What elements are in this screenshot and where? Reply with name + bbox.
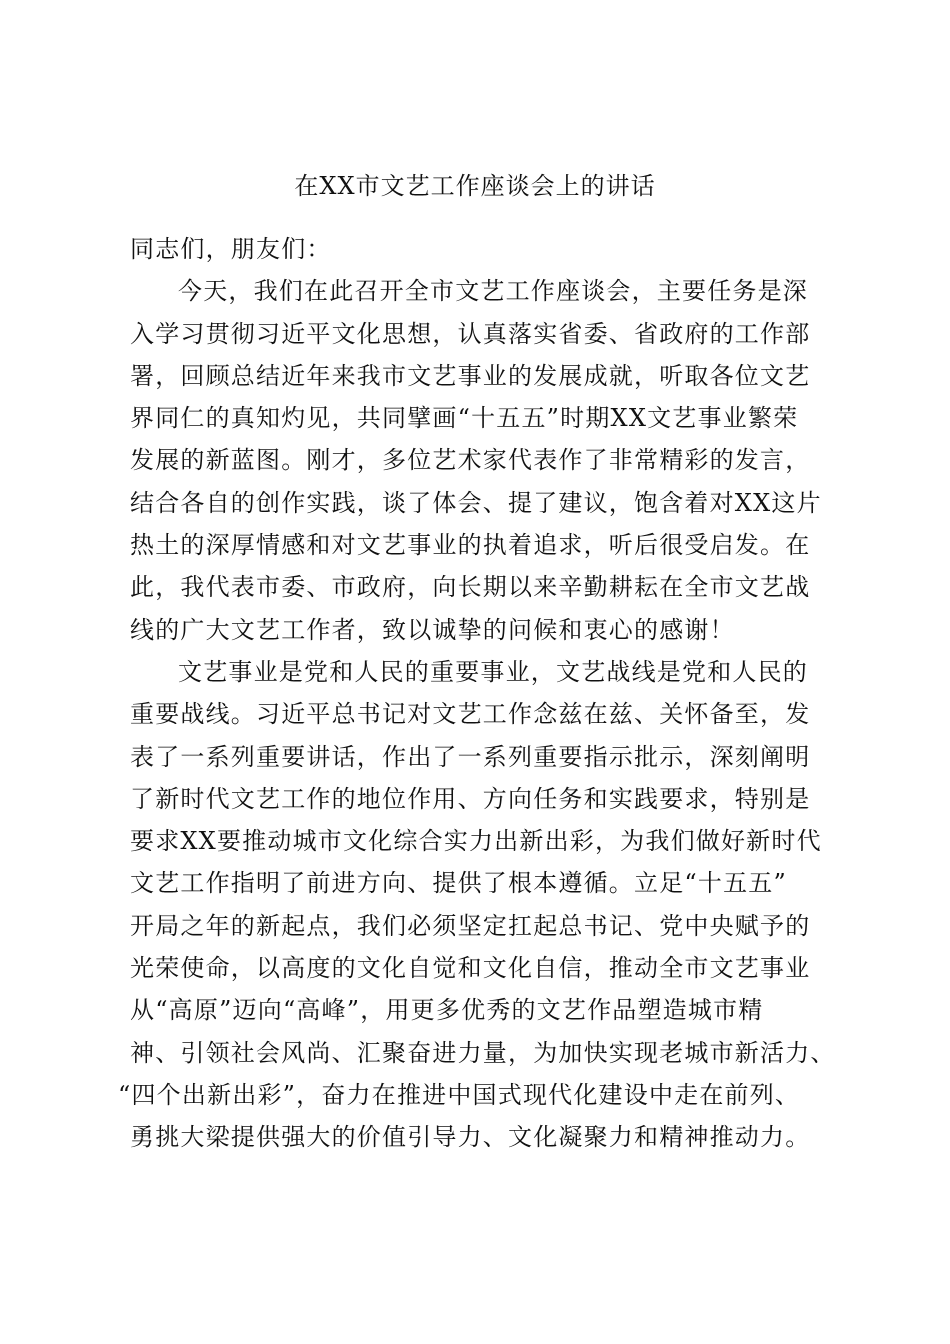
- paragraph-line: 结合各自的创作实践，谈了体会、提了建议，饱含着对XX这片: [130, 488, 822, 517]
- paragraph-line: 表了一系列重要讲话，作出了一系列重要指示批示，深刻阐明: [130, 742, 811, 771]
- paragraph-line: 署，回顾总结近年来我市文艺事业的发展成就，听取各位文艺: [130, 361, 811, 390]
- document-title: 在XX市文艺工作座谈会上的讲话: [294, 172, 656, 200]
- paragraph-line: 线的广大文艺工作者，致以诚挚的问候和衷心的感谢！: [130, 615, 735, 644]
- paragraph-1: [130, 270, 860, 651]
- paragraph-line: 光荣使命，以高度的文化自觉和文化自信，推动全市文艺事业: [130, 954, 811, 983]
- paragraph-line: 热土的深厚情感和对文艺事业的执着追求，听后很受启发。在: [130, 531, 811, 560]
- paragraph-line: 神、引领社会风尚、汇聚奋进力量，为加快实现老城市新活力、: [130, 1038, 836, 1067]
- paragraph-line: 入学习贯彻习近平文化思想，认真落实省委、省政府的工作部: [130, 319, 811, 348]
- salutation: 同志们，朋友们：: [130, 235, 332, 263]
- paragraph-2: [118, 651, 860, 1159]
- paragraph-line: “四个出新出彩”，奋力在推进中国式现代化建设中走在前列、: [118, 1080, 801, 1109]
- paragraph-line: 要求XX要推动城市文化综合实力出新出彩，为我们做好新时代: [130, 827, 822, 856]
- paragraph-line: 重要战线。习近平总书记对文艺工作念兹在兹、关怀备至，发: [130, 700, 811, 729]
- paragraph-line: 从“高原”迈向“高峰”，用更多优秀的文艺作品塑造城市精: [130, 996, 764, 1025]
- paragraph-line: 了新时代文艺工作的地位作用、方向任务和实践要求，特别是: [130, 784, 811, 813]
- paragraph-line: 文艺事业是党和人民的重要事业，文艺战线是党和人民的: [178, 657, 808, 686]
- paragraph-line: 发展的新蓝图。刚才，多位艺术家代表作了非常精彩的发言，: [130, 446, 811, 475]
- paragraph-line: 界同仁的真知灼见，共同擘画“十五五”时期XX文艺事业繁荣: [130, 404, 799, 433]
- document-body: [118, 228, 860, 1159]
- paragraph-line: 此，我代表市委、市政府，向长期以来辛勤耕耘在全市文艺战: [130, 573, 811, 602]
- paragraph-line: 今天，我们在此召开全市文艺工作座谈会，主要任务是深: [178, 277, 808, 306]
- paragraph-line: 勇挑大梁提供强大的价值引导力、文化凝聚力和精神推动力。: [130, 1123, 811, 1152]
- paragraph-line: 文艺工作指明了前进方向、提供了根本遵循。立足“十五五”: [130, 869, 787, 898]
- paragraph-line: 开局之年的新起点，我们必须坚定扛起总书记、党中央赋予的: [130, 911, 811, 940]
